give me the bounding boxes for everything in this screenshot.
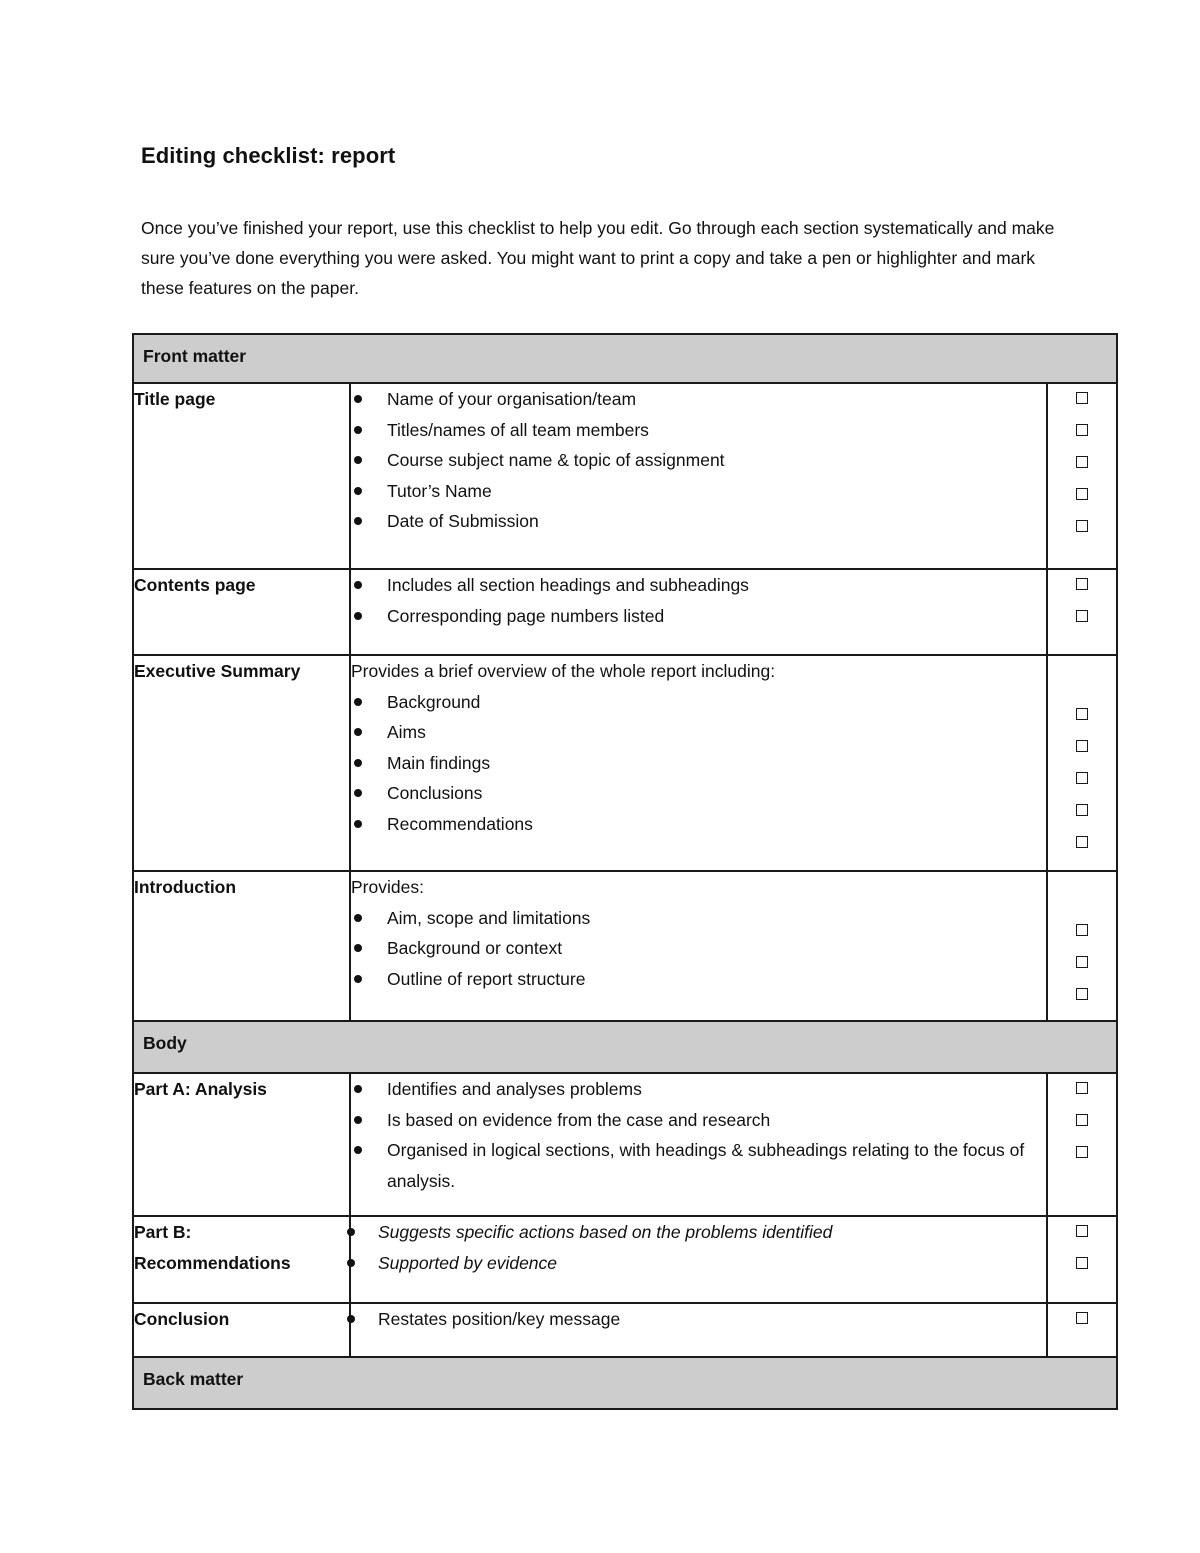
table-row-introduction bbox=[133, 871, 1117, 1021]
list-item: Outline of report structure bbox=[351, 964, 1046, 995]
row-label bbox=[133, 1216, 350, 1303]
list-item: Includes all section headings and subheadings bbox=[351, 570, 1046, 601]
row-label: Contents page bbox=[133, 569, 350, 655]
list-item: Identifies and analyses problems bbox=[351, 1074, 1046, 1105]
section-header-body bbox=[133, 1021, 1117, 1073]
checkbox[interactable] bbox=[1076, 1312, 1088, 1324]
bullet-icon bbox=[347, 1228, 355, 1236]
list-item: Titles/names of all team members bbox=[351, 415, 1046, 446]
table-row-conclusion bbox=[133, 1303, 1117, 1357]
checkbox[interactable] bbox=[1076, 924, 1088, 936]
section-label: Front matter bbox=[133, 334, 1117, 383]
bullet-icon bbox=[354, 728, 362, 736]
bullet-icon bbox=[354, 789, 362, 797]
row-content bbox=[350, 1216, 1047, 1303]
checkbox-column bbox=[1047, 1303, 1117, 1357]
bullet-icon bbox=[354, 975, 362, 983]
row-label: Introduction bbox=[133, 871, 350, 1021]
section-label: Back matter bbox=[133, 1357, 1117, 1409]
section-header-back-matter bbox=[133, 1357, 1117, 1409]
bullet-icon bbox=[354, 395, 362, 403]
checkbox-column bbox=[1047, 1216, 1117, 1303]
checkbox-column bbox=[1047, 1073, 1117, 1216]
bullet-icon bbox=[354, 1146, 362, 1154]
table-row-part-a bbox=[133, 1073, 1117, 1216]
checkbox[interactable] bbox=[1076, 520, 1088, 532]
list-item: Is based on evidence from the case and research bbox=[351, 1105, 1046, 1136]
checkbox-column bbox=[1047, 655, 1117, 871]
checkbox[interactable] bbox=[1076, 956, 1088, 968]
row-content bbox=[350, 569, 1047, 655]
table-row-part-b bbox=[133, 1216, 1117, 1303]
row-content bbox=[350, 655, 1047, 871]
table-row-executive-summary bbox=[133, 655, 1117, 871]
checkbox-column bbox=[1047, 383, 1117, 569]
bullet-icon bbox=[354, 944, 362, 952]
bullet-icon bbox=[354, 581, 362, 589]
bullet-icon bbox=[354, 612, 362, 620]
row-label: Executive Summary bbox=[133, 655, 350, 871]
checkbox[interactable] bbox=[1076, 1146, 1088, 1158]
list-item: Conclusions bbox=[351, 778, 1046, 809]
list-item: Supported by evidence bbox=[351, 1248, 1046, 1279]
bullet-icon bbox=[354, 426, 362, 434]
list-item: Background or context bbox=[351, 933, 1046, 964]
bullet-icon bbox=[354, 914, 362, 922]
bullet-icon bbox=[354, 487, 362, 495]
bullet-icon bbox=[354, 517, 362, 525]
bullet-icon bbox=[354, 456, 362, 464]
row-content bbox=[350, 1073, 1047, 1216]
checkbox[interactable] bbox=[1076, 1225, 1088, 1237]
list-item: Tutor’s Name bbox=[351, 476, 1046, 507]
list-item: Aim, scope and limitations bbox=[351, 903, 1046, 934]
list-item: Suggests specific actions based on the problems identified bbox=[351, 1217, 1046, 1248]
table-row-title-page bbox=[133, 383, 1117, 569]
list-item: Organised in logical sections, with headings & subheadings relating to the focus of analysis. bbox=[351, 1135, 1046, 1196]
checkbox[interactable] bbox=[1076, 1257, 1088, 1269]
checkbox[interactable] bbox=[1076, 424, 1088, 436]
checkbox-column bbox=[1047, 569, 1117, 655]
intro-paragraph: Once you’ve finished your report, use this checklist to help you edit. Go through each section systematically and make sure you’ve done everything you were asked. You might want to print a copy and take a pen or highlighter and mark these features on the paper. bbox=[141, 218, 1055, 298]
checkbox[interactable] bbox=[1076, 740, 1088, 752]
list-item: Recommendations bbox=[351, 809, 1046, 840]
section-label: Body bbox=[133, 1021, 1117, 1073]
checkbox[interactable] bbox=[1076, 804, 1088, 816]
bullet-icon bbox=[354, 759, 362, 767]
list-item: Corresponding page numbers listed bbox=[351, 601, 1046, 632]
table-row-contents-page bbox=[133, 569, 1117, 655]
bullet-icon bbox=[354, 820, 362, 828]
row-content bbox=[350, 871, 1047, 1021]
list-item: Course subject name & topic of assignment bbox=[351, 445, 1046, 476]
row-content bbox=[350, 1303, 1047, 1357]
checkbox-column bbox=[1047, 871, 1117, 1021]
checkbox[interactable] bbox=[1076, 708, 1088, 720]
bullet-icon bbox=[354, 698, 362, 706]
checkbox[interactable] bbox=[1076, 1082, 1088, 1094]
row-label: Title page bbox=[133, 383, 350, 569]
list-item: Name of your organisation/team bbox=[351, 384, 1046, 415]
page-title: Editing checklist: report bbox=[141, 143, 396, 168]
row-label-line: Recommendations bbox=[134, 1253, 291, 1273]
list-item: Background bbox=[351, 687, 1046, 718]
checkbox[interactable] bbox=[1076, 456, 1088, 468]
bullet-icon bbox=[347, 1259, 355, 1267]
checkbox[interactable] bbox=[1076, 836, 1088, 848]
list-item: Aims bbox=[351, 717, 1046, 748]
checkbox[interactable] bbox=[1076, 772, 1088, 784]
bullet-icon bbox=[347, 1315, 355, 1323]
checkbox[interactable] bbox=[1076, 1114, 1088, 1126]
bullet-icon bbox=[354, 1085, 362, 1093]
list-item: Date of Submission bbox=[351, 506, 1046, 537]
checkbox[interactable] bbox=[1076, 392, 1088, 404]
checkbox[interactable] bbox=[1076, 488, 1088, 500]
section-header-front-matter bbox=[133, 334, 1117, 383]
row-content bbox=[350, 383, 1047, 569]
list-item: Restates position/key message bbox=[351, 1304, 1046, 1335]
row-lead-text: Provides: bbox=[351, 877, 424, 897]
checkbox[interactable] bbox=[1076, 578, 1088, 590]
checkbox[interactable] bbox=[1076, 988, 1088, 1000]
bullet-icon bbox=[354, 1116, 362, 1124]
checklist-table bbox=[132, 333, 1118, 1410]
list-item: Main findings bbox=[351, 748, 1046, 779]
checkbox[interactable] bbox=[1076, 610, 1088, 622]
row-label: Conclusion bbox=[133, 1303, 350, 1357]
row-label: Part A: Analysis bbox=[133, 1073, 350, 1216]
row-lead-text: Provides a brief overview of the whole report including: bbox=[351, 661, 776, 681]
row-label-line: Part B: bbox=[134, 1222, 192, 1242]
